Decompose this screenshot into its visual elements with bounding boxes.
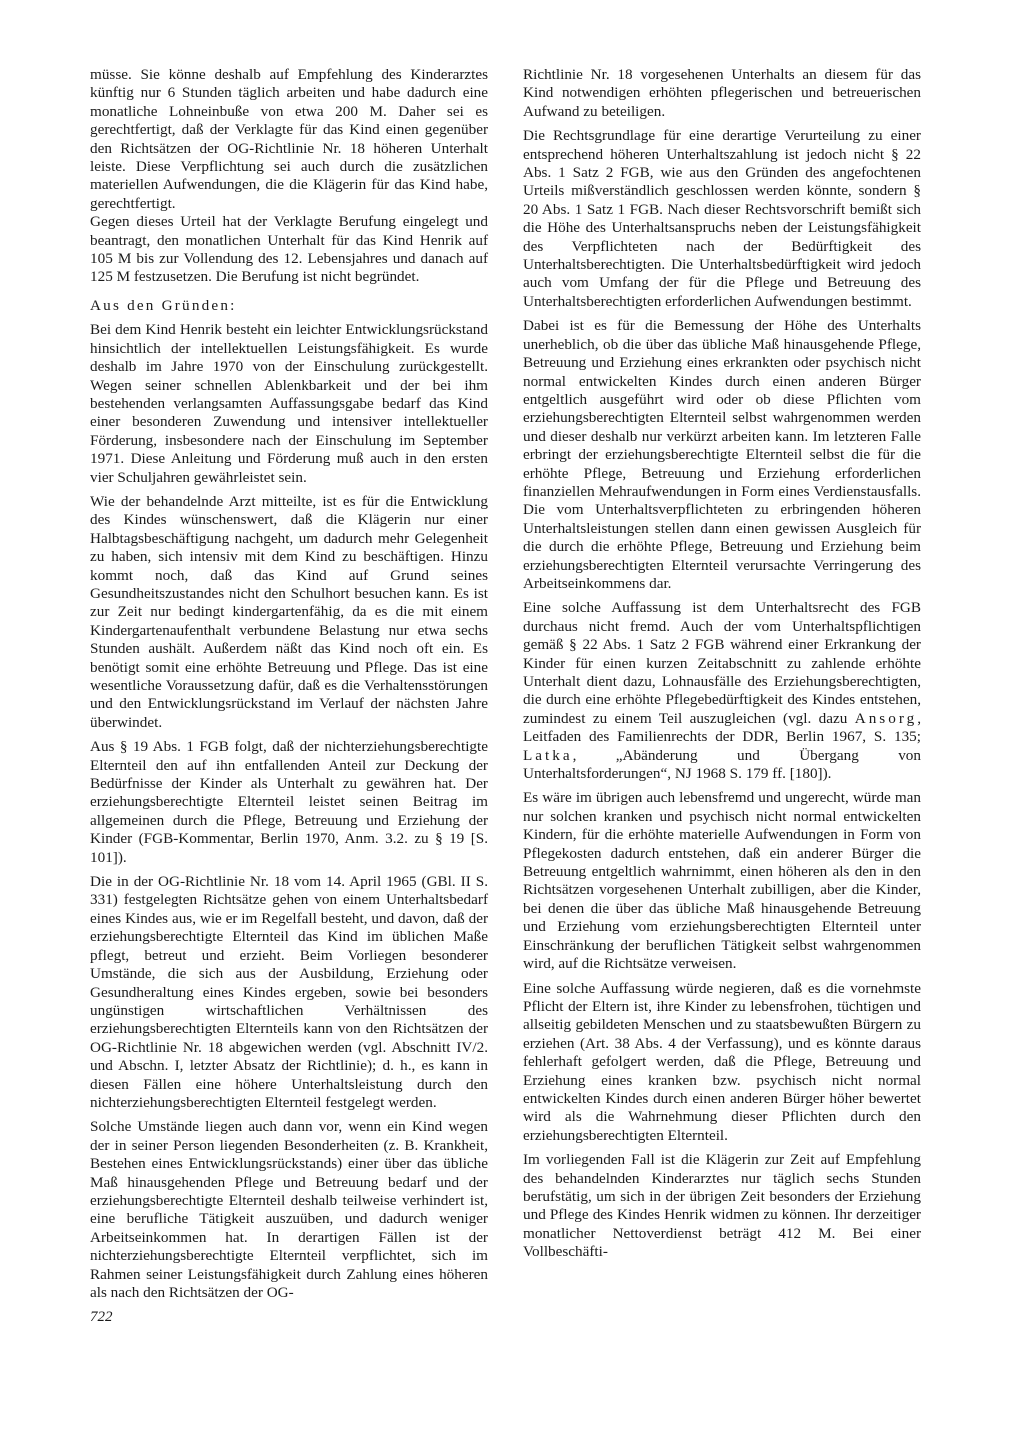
intro-paragraph: Gegen dieses Urteil hat der Verklagte Berufung eingelegt und beantragt, den monatlichen Unterhalt für das Kind Henrik auf 105 M bis zur Vollendung des 12. Lebensjahres und danach auf 125 M festzusetzen. Die Berufung ist nicht begründet.	[90, 213, 488, 286]
author-citation: Ansorg	[854, 709, 918, 727]
body-paragraph: Die Rechtsgrundlage für eine derartige Verurteilung zu einer entsprechend höheren Unterhaltszahlung ist jedoch nicht § 22 Abs. 1 Satz 2 FGB, wie aus den Gründen des angefochtenen Urteils mißverständlich geschlossen werden könnte, sondern § 20 Abs. 1 Satz 1 FGB. Nach dieser Rechtsvorschrift bemißt sich die Höhe des Unterhaltsanspruchs neben der Leistungsfähigkeit des Verpflichteten nach der Bedürftigkeit des Unterhaltsberechtigten. Die Unterhaltsbedürftigkeit wird jedoch auch vom Umfang der für die Pflege und Betreuung des Unterhaltsberechtigten erforderlichen Aufwendungen bestimmt.	[523, 127, 921, 310]
right-column	[523, 66, 921, 1268]
body-paragraph: Richtlinie Nr. 18 vorgesehenen Unterhalts an diesem für das Kind notwendigen erhöhten pflegerischen und betreuerischen Aufwand zu beteiligen.	[523, 66, 921, 120]
body-paragraph: Solche Umstände liegen auch dann vor, wenn ein Kind wegen der in seiner Person liegenden Besonderheiten (z. B. Krankheit, Bestehen eines Entwicklungsrückstands) einer über das übliche Maß hinausgehenden Pflege und Betreuung bedarf und der erziehungsberechtigte Elternteil deshalb teilweise verhindert ist, eine berufliche Tätigkeit auszuüben, und dadurch weniger Arbeitseinkommen hat. In derartigen Fällen ist der nichterziehungsberechtigte Elternteil verpflichtet, sich im Rahmen seiner Leistungsfähigkeit durch Zahlung eines höheren als nach den Richtsätzen der OG-	[90, 1118, 488, 1301]
left-column	[90, 66, 488, 1308]
body-paragraph: Aus § 19 Abs. 1 FGB folgt, daß der nichterziehungsberechtigte Elternteil den auf ihn entfallenden Anteil zur Deckung der Bedürfnisse der Kinder als Unterhalt zu gewähren hat. Der erziehungsberechtigte Elternteil leistet seinen Beitrag im allgemeinen durch die Pflege, Betreuung und Erziehung der Kinder (FGB-Kommentar, Berlin 1970, Anm. 3.2. zu § 19 [S. 101]).	[90, 738, 488, 866]
paragraph-text: , Leitfaden des Familienrechts der DDR, Berlin 1967, S. 135;	[523, 709, 921, 746]
section-heading: Aus den Gründen:	[90, 296, 237, 314]
body-paragraph: Es wäre im übrigen auch lebensfremd und ungerecht, würde man nur solchen kranken und psychisch nicht normal entwickelten Kindern, für die erhöhte materielle Aufwendungen in Form von Pflegekosten dadurch entstehen, daß ein anderer Bürger die Betreuung entgeltlich wahrnimmt, einen höheren als den in den Richtsätzen vorgesehenen Unterhalt zubilligen, aber die Kinder, bei denen die über das übliche Maß hinausgehende Betreuung und Erziehung vom erziehungsberechtigten Elternteil unter Einschränkung der beruflichen Tätigkeit selbst wahrgenommen wird, auf die Richtsätze verweisen.	[523, 789, 921, 973]
body-paragraph: Wie der behandelnde Arzt mitteilte, ist es für die Entwicklung des Kindes wünschenswert, daß die Klägerin nur einer Halbtagsbeschäftigung nachgeht, um dadurch mehr Gelegenheit zu haben, sich intensiv mit dem Kind zu beschäftigen. Hinzu kommt noch, daß das Kind auf Grund seines Gesundheitszustandes nicht den Schulhort besuchen kann. Es ist zur Zeit nur bedingt kindergartenfähig, da es die mit einem Kindergartenaufenthalt verbundene Belastung nur etwa sechs Stunden aushält. Außerdem näßt das Kind noch oft ein. Es benötigt somit eine erhöhte Betreuung und Pflege. Das ist eine wesentliche Voraussetzung dafür, daß es die Verhaltensstörungen und den Entwicklungsrückstand im Verlauf der nächsten Jahre überwindet.	[90, 492, 488, 731]
body-paragraph: Eine solche Auffassung würde negieren, daß es die vornehmste Pflicht der Eltern ist, ihre Kinder zu lebensfrohen, tüchtigen und allseitig gebildeten Menschen und zu staatsbewußten Bürgern zu erziehen (Art. 38 Abs. 4 der Verfassung), und es könnte daraus fehlerhaft gefolgert werden, daß die Pflege, Betreuung und Erziehung eines kranken bzw. psychisch nicht normal entwickelten Kindes durch einen anderen Bürger höher bewertet wird als die Wahrnehmung dieser Pflichten durch den erziehungsberechtigten Elternteil.	[523, 979, 921, 1144]
page-number: 722	[90, 1309, 113, 1325]
paragraph-text: , „Abänderung und Übergang von Unterhaltsforderungen“, NJ 1968 S. 179 ff. [180]).	[523, 746, 921, 783]
author-citation: Latka	[523, 746, 573, 764]
body-paragraph: Im vorliegenden Fall ist die Klägerin zur Zeit auf Empfehlung des behandelnden Kinderarztes nur täglich sechs Stunden berufstätig, um sich in der übrigen Zeit besonders der Erziehung und Pflege des Kindes Henrik widmen zu können. Ihr derzeitiger monatlicher Nettoverdienst beträgt 412 M. Bei einer Vollbeschäfti-	[523, 1151, 921, 1261]
body-paragraph: Die in der OG-Richtlinie Nr. 18 vom 14. April 1965 (GBl. II S. 331) festgelegten Richtsätze gehen von einem Unterhaltsbedarf eines Kindes aus, wie er im Regelfall besteht, und davon, daß der erziehungsberechtigte Elternteil das Kind im üblichen Maße pflegt, betreut und erzieht. Beim Vorliegen besonderer Umstände, die sich aus der Ausbildung, Erziehung oder Gesundheraltung eines Kindes ergeben, sowie bei besonders ungünstigen wirtschaftlichen Verhältnissen des erziehungsberechtigten Elternteils kann von den Richtsätzen der OG-Richtlinie Nr. 18 abgewichen werden (vgl. Abschnitt IV/2. und Abschn. I, letzter Absatz der Richtlinie); d. h., es kann in diesen Fällen eine höhere Unterhaltsleistung durch den nichterziehungsberechtigten Elternteil festgelegt werden.	[90, 873, 488, 1111]
paragraph-text: Eine solche Auffassung ist dem Unterhaltsrecht des FGB durchaus nicht fremd. Auch der vom Unterhaltspflichtigen gemäß § 22 Abs. 1 Satz 2 FGB während einer Erkrankung der Kinder für einen kurzen Zeitabschnitt zu zahlende erhöhte Unterhalt dient dazu, Lohnausfälle des Erziehungsberechtigten, die durch eine erhöhte Pflegebedürftigkeit des Kindes entstehen, zumindest zu einem Teil auszugleichen (vgl. dazu	[523, 599, 921, 727]
body-paragraph: Bei dem Kind Henrik besteht ein leichter Entwicklungsrückstand hinsichtlich der intellektuellen Leistungsfähigkeit. Es wurde deshalb im Jahre 1970 von der Einschulung zurückgestellt. Wegen seiner schnellen Ablenkbarkeit und der bei ihm bestehenden verlangsamten Auffassungsgabe bedarf das Kind einer besonderen Zuwendung und intensiver intellektueller Förderung, insbesondere nach der Einschulung im September 1971. Diese Anleitung und Förderung muß auch in den ersten vier Schuljahren gewährleistet sein.	[90, 321, 488, 486]
body-paragraph: Dabei ist es für die Bemessung der Höhe des Unterhalts unerheblich, ob die über das übliche Maß hinausgehende Pflege, Betreuung und Erziehung eines erkrankten oder psychisch nicht normal entwickelten Kindes durch einen anderen Bürger entgeltlich ausgeführt wird oder ob diese Pflichten vom erziehungsberechtigten Elternteil selbst wahrgenommen werden und dieser deshalb nur verkürzt arbeiten kann. Im letzteren Falle erbringt der erziehungsberechtigte Elternteil selbst die für die erhöhte Pflege, Betreuung und Erziehung erforderlichen finanziellen Mehraufwendungen in Form eines Verdienstausfalls. Die vom Unterhaltsverpflichteten zu erbringenden höheren Unterhaltsleistungen stellen dann einen gewissen Ausgleich für die durch die erhöhte Pflege, Betreuung und Erziehung beim erziehungsberechtigten Elternteil verursachte Verringerung des Arbeitseinkommens dar.	[523, 317, 921, 592]
intro-paragraph: müsse. Sie könne deshalb auf Empfehlung des Kinderarztes künftig nur 6 Stunden täglich arbeiten und habe dadurch eine monatliche Lohneinbuße von etwa 200 M. Daher sei es gerechtfertigt, daß der Verklagte für das Kind einen gegenüber den Richtsätzen der OG-Richtlinie Nr. 18 höheren Unterhalt leiste. Diese Verpflichtung sei auch durch die zusätzlichen materiellen Aufwendungen, die die Klägerin für das Kind habe, gerechtfertigt.	[90, 66, 488, 212]
body-paragraph	[523, 599, 921, 783]
